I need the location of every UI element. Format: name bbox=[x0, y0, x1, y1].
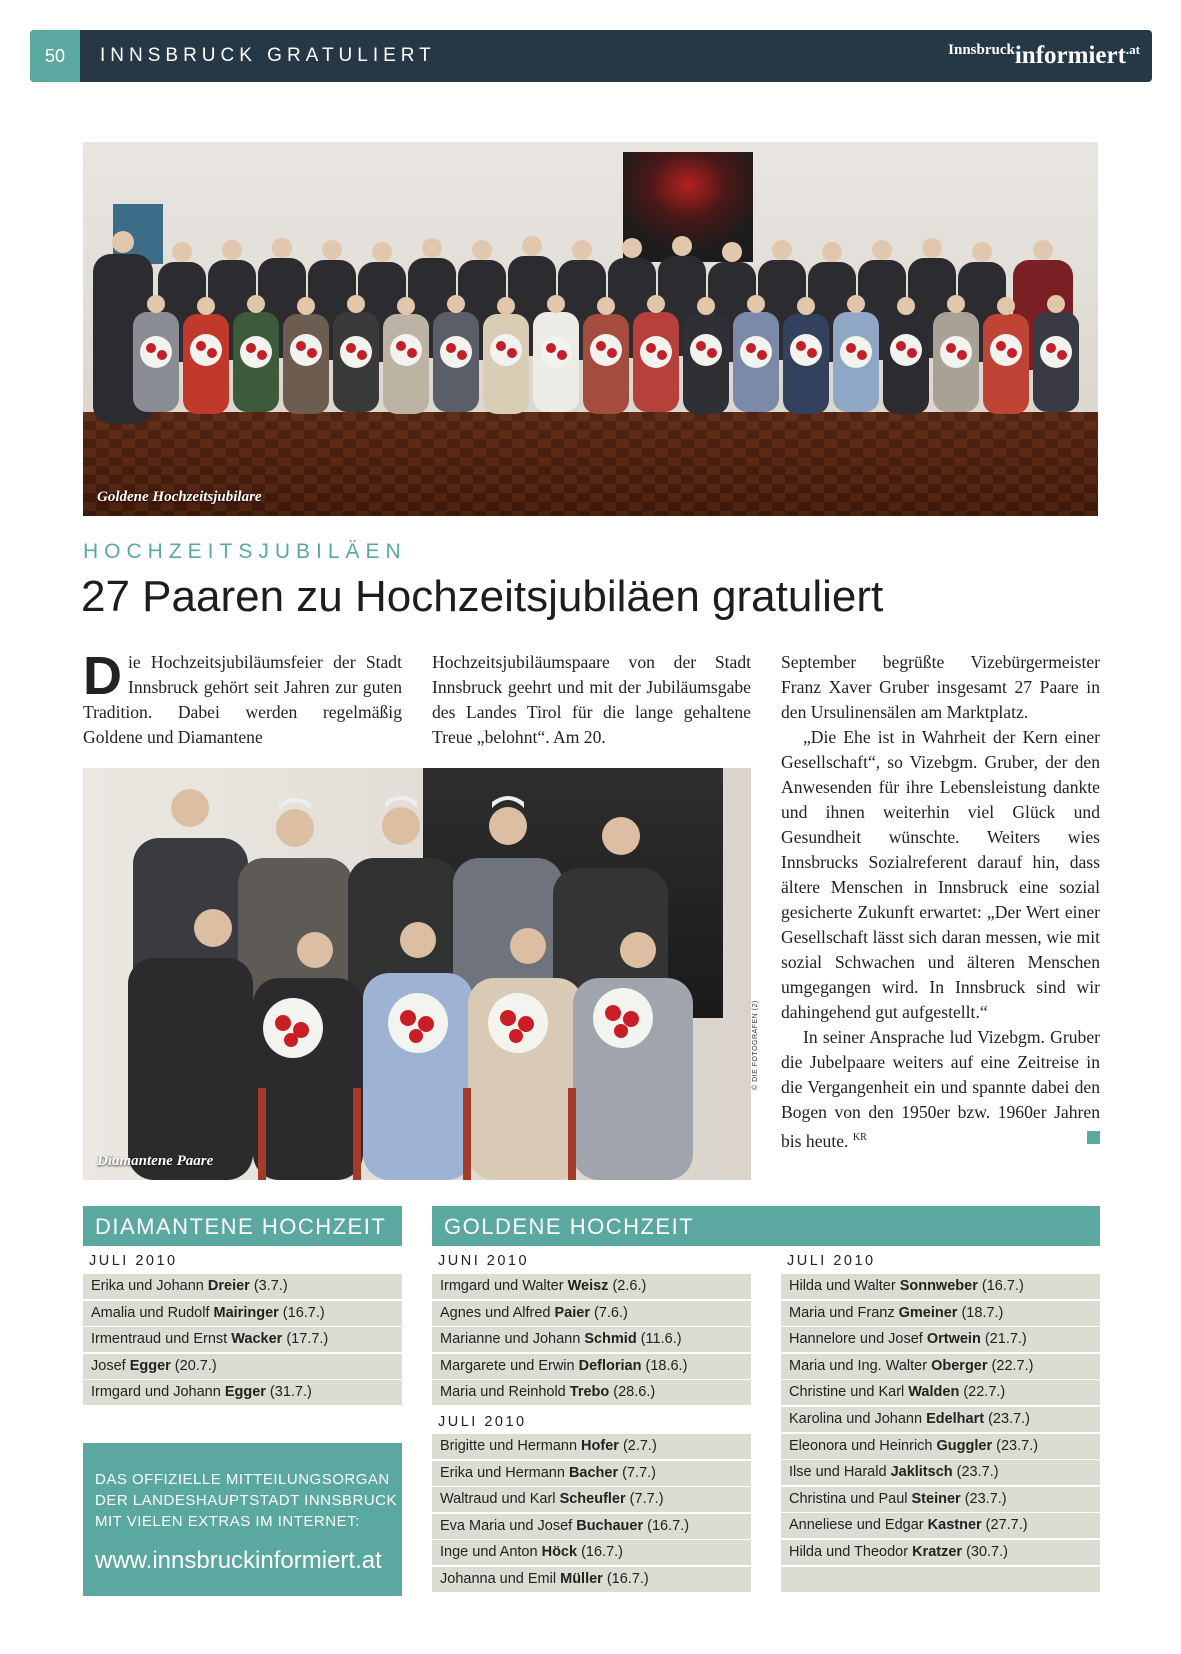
couple-first-names: Ilse und Harald bbox=[789, 1464, 891, 1481]
couple-surname: Egger bbox=[224, 1384, 266, 1401]
couple-surname: Jaklitsch bbox=[890, 1464, 953, 1481]
article-column-2 bbox=[432, 650, 751, 750]
photo-caption-golden: Goldene Hochzeitsjubilare bbox=[97, 489, 262, 505]
promo-text-line-2: DER LANDESHAUPTSTADT INNSBRUCK bbox=[95, 1492, 397, 1509]
anniversary-date: (28.6.) bbox=[609, 1384, 656, 1401]
diamond-wedding-list bbox=[83, 1274, 402, 1407]
list-item bbox=[432, 1434, 751, 1459]
couple-surname: Mairinger bbox=[213, 1304, 279, 1321]
couple-first-names: Hilda und Walter bbox=[789, 1278, 900, 1294]
section-title: INNSBRUCK GRATULIERT bbox=[100, 45, 436, 66]
promo-url-link[interactable]: www.innsbruckinformiert.at bbox=[95, 1547, 382, 1574]
list-item bbox=[432, 1274, 751, 1299]
couple-first-names: Christine und Karl bbox=[789, 1384, 909, 1401]
couple-first-names: Maria und Reinhold bbox=[440, 1384, 570, 1401]
anniversary-date: (21.7.) bbox=[980, 1331, 1027, 1348]
couple-surname: Gmeiner bbox=[898, 1304, 958, 1321]
list-item bbox=[781, 1327, 1100, 1352]
list-item bbox=[83, 1380, 402, 1405]
anniversary-date: (22.7.) bbox=[987, 1357, 1034, 1374]
anniversary-date: (27.7.) bbox=[981, 1517, 1028, 1534]
end-mark bbox=[1087, 1131, 1100, 1144]
anniversary-date: (16.7.) bbox=[977, 1278, 1024, 1294]
couple-surname: Hofer bbox=[581, 1438, 619, 1454]
couple-surname: Höck bbox=[541, 1544, 578, 1561]
couple-surname: Schmid bbox=[584, 1331, 637, 1348]
anniversary-date: (2.7.) bbox=[618, 1438, 657, 1454]
list-item bbox=[781, 1460, 1100, 1485]
couple-surname: Wacker bbox=[231, 1331, 283, 1348]
couple-first-names: Margarete und Erwin bbox=[440, 1357, 579, 1374]
anniversary-date: (20.7.) bbox=[170, 1357, 217, 1374]
golden-wedding-list-june bbox=[432, 1274, 751, 1407]
anniversary-date: (17.7.) bbox=[282, 1331, 329, 1348]
list-item bbox=[781, 1434, 1100, 1459]
drop-cap: D bbox=[83, 646, 122, 706]
anniversary-date: (23.7.) bbox=[952, 1464, 999, 1481]
list-item bbox=[432, 1487, 751, 1512]
couple-first-names: Maria und Franz bbox=[789, 1304, 899, 1321]
list-item bbox=[83, 1354, 402, 1379]
article-column-3 bbox=[781, 650, 1100, 1154]
couple-surname: Weisz bbox=[567, 1278, 609, 1294]
group-photo-diamond-image bbox=[83, 768, 751, 1180]
couple-surname: Kastner bbox=[927, 1517, 982, 1534]
couple-first-names: Brigitte und Hermann bbox=[440, 1438, 582, 1454]
anniversary-date: (7.7.) bbox=[625, 1491, 664, 1508]
column-2-text: Hochzeitsjubiläumspaare von der Stadt Innsbruck geehrt und mit der Jubiläumsgabe des Landes Tirol für die lange gehaltene Treue „belohnt“. Am 20. bbox=[432, 652, 751, 747]
golden-wedding-list-july-a bbox=[432, 1434, 751, 1594]
golden-wedding-list-july-b bbox=[781, 1274, 1100, 1593]
list-item bbox=[432, 1380, 751, 1405]
couple-first-names: Anneliese und Edgar bbox=[789, 1517, 928, 1534]
couple-first-names: Hannelore und Josef bbox=[789, 1331, 927, 1348]
couple-first-names: Irmentraud und Ernst bbox=[91, 1331, 232, 1348]
column-3-paragraph-2: „Die Ehe ist in Wahrheit der Kern einer Gesellschaft“, so Vizebgm. Gruber, der den Anwesenden für ihre Lebensleistung dankte und ihnen weiterhin viel Glück und Gesundheit wünschte. Weiters wies Innsbrucks Sozialreferent darauf hin, dass ältere Menschen in Innsbruck eine sozial gesicherte Zukunft erwartet: „Der Wert einer Gesellschaft lässt sich daran messen, wie mit sozial Schwachen und älteren Menschen umgegangen wird. In Innsbruck sind wir dahingehend gut aufgestellt.“ bbox=[781, 727, 1100, 1022]
couple-first-names: Irmgard und Johann bbox=[91, 1384, 225, 1401]
couple-surname: Buchauer bbox=[576, 1517, 644, 1534]
anniversary-date: (18.7.) bbox=[957, 1304, 1004, 1321]
couple-first-names: Christina und Paul bbox=[789, 1490, 912, 1507]
couple-surname: Trebo bbox=[569, 1384, 610, 1401]
list-item bbox=[432, 1540, 751, 1565]
group-photo-diamond bbox=[83, 768, 751, 1180]
couple-surname: Kratzer bbox=[912, 1543, 963, 1560]
diamond-wedding-header: DIAMANTENE HOCHZEIT bbox=[83, 1206, 402, 1246]
article-kicker: HOCHZEITSJUBILÄEN bbox=[83, 540, 407, 563]
anniversary-date: (31.7.) bbox=[265, 1384, 312, 1401]
list-item bbox=[781, 1487, 1100, 1512]
couple-surname: Dreier bbox=[207, 1278, 250, 1294]
couple-surname: Müller bbox=[560, 1570, 603, 1587]
couple-surname: Guggler bbox=[936, 1437, 993, 1454]
list-item bbox=[781, 1301, 1100, 1326]
couple-first-names: Inge und Anton bbox=[440, 1544, 542, 1561]
couple-first-names: Marianne und Johann bbox=[440, 1331, 585, 1348]
couple-surname: Bacher bbox=[568, 1464, 619, 1481]
brand-suffix: .at bbox=[1125, 42, 1140, 57]
brand-logo[interactable] bbox=[948, 42, 1140, 70]
list-item bbox=[432, 1354, 751, 1379]
list-item bbox=[781, 1354, 1100, 1379]
group-photo-golden-image bbox=[83, 142, 1098, 516]
anniversary-date: (11.6.) bbox=[636, 1331, 682, 1348]
promo-text-line-3: MIT VIELEN EXTRAS IM INTERNET: bbox=[95, 1513, 360, 1530]
anniversary-date: (23.7.) bbox=[984, 1410, 1031, 1427]
group-photo-golden bbox=[83, 142, 1098, 516]
couple-surname: Egger bbox=[129, 1357, 171, 1374]
anniversary-date: (16.7.) bbox=[577, 1544, 623, 1561]
list-item bbox=[781, 1380, 1100, 1405]
couple-first-names: Hilda und Theodor bbox=[789, 1543, 913, 1560]
column-3-paragraph-1: September begrüßte Vizebürgermeister Franz Xaver Gruber insgesamt 27 Paare in den Ursulinensälen am Marktplatz. bbox=[781, 652, 1100, 722]
photo-credit: © DIE FOTOGRAFEN (2) bbox=[752, 1000, 759, 1090]
couple-surname: Edelhart bbox=[926, 1410, 985, 1427]
anniversary-date: (23.7.) bbox=[992, 1437, 1039, 1454]
list-item bbox=[432, 1461, 751, 1486]
anniversary-date: (16.7.) bbox=[278, 1304, 325, 1321]
anniversary-date: (22.7.) bbox=[959, 1384, 1006, 1401]
couple-first-names: Eleonora und Heinrich bbox=[789, 1437, 937, 1454]
list-item bbox=[83, 1327, 402, 1352]
empty-list-row bbox=[781, 1567, 1100, 1592]
couple-surname: Walden bbox=[908, 1384, 960, 1401]
anniversary-date: (7.6.) bbox=[589, 1304, 628, 1321]
couple-first-names: Erika und Hermann bbox=[440, 1464, 569, 1481]
anniversary-date: (16.7.) bbox=[602, 1570, 649, 1587]
couple-first-names: Karolina und Johann bbox=[789, 1410, 927, 1427]
golden-month-label-june: JUNI 2010 bbox=[438, 1253, 530, 1269]
author-signature: KR bbox=[852, 1132, 867, 1143]
list-item bbox=[83, 1301, 402, 1326]
couple-first-names: Irmgard und Walter bbox=[440, 1278, 568, 1294]
anniversary-date: (7.7.) bbox=[618, 1464, 656, 1481]
couple-first-names: Maria und Ing. Walter bbox=[789, 1357, 932, 1374]
couple-first-names: Johanna und Emil bbox=[440, 1570, 561, 1587]
brand-prefix: Innsbruck bbox=[948, 42, 1015, 58]
list-item bbox=[432, 1567, 751, 1592]
list-item bbox=[781, 1274, 1100, 1299]
couple-first-names: Waltraud und Karl bbox=[440, 1491, 560, 1508]
list-item bbox=[781, 1513, 1100, 1538]
couple-first-names: Josef bbox=[91, 1357, 130, 1374]
anniversary-date: (2.6.) bbox=[608, 1278, 647, 1294]
golden-wedding-header: GOLDENE HOCHZEIT bbox=[432, 1206, 1100, 1246]
couple-surname: Sonnweber bbox=[899, 1278, 978, 1294]
list-item bbox=[432, 1301, 751, 1326]
anniversary-date: (23.7.) bbox=[960, 1490, 1007, 1507]
list-item bbox=[781, 1540, 1100, 1565]
couple-first-names: Agnes und Alfred bbox=[440, 1304, 555, 1321]
couple-surname: Steiner bbox=[911, 1490, 961, 1507]
couple-surname: Ortwein bbox=[926, 1331, 981, 1348]
column-3-paragraph-3-text: In seiner Ansprache lud Vizebgm. Gruber die Jubelpaare weiters auf eine Zeitreise in die Vergangenheit ein und spannte dabei den Bogen von den 1950er bzw. 1960er Jahren bis heute. bbox=[781, 1027, 1100, 1151]
couple-surname: Oberger bbox=[931, 1357, 988, 1374]
promo-text bbox=[95, 1469, 397, 1532]
article-headline: 27 Paaren zu Hochzeitsjubiläen gratuliert bbox=[81, 572, 884, 621]
page-number: 50 bbox=[30, 30, 80, 82]
article-column-1 bbox=[83, 646, 402, 750]
couple-first-names: Erika und Johann bbox=[91, 1278, 208, 1294]
list-item bbox=[432, 1514, 751, 1539]
anniversary-date: (3.7.) bbox=[249, 1278, 288, 1294]
couple-surname: Deflorian bbox=[578, 1357, 642, 1374]
couple-first-names: Amalia und Rudolf bbox=[91, 1304, 214, 1321]
page-header bbox=[30, 30, 1152, 82]
anniversary-date: (16.7.) bbox=[643, 1517, 690, 1534]
promo-box bbox=[83, 1443, 402, 1596]
column-3-paragraph-3 bbox=[781, 1025, 1100, 1154]
list-item bbox=[83, 1274, 402, 1299]
golden-month-label-july-b: JULI 2010 bbox=[787, 1253, 876, 1269]
golden-month-label-july: JULI 2010 bbox=[438, 1414, 527, 1430]
couple-surname: Paier bbox=[554, 1304, 590, 1321]
diamond-month-label: JULI 2010 bbox=[89, 1253, 178, 1269]
list-item bbox=[432, 1327, 751, 1352]
promo-text-line-1: DAS OFFIZIELLE MITTEILUNGSORGAN bbox=[95, 1471, 390, 1488]
couple-first-names: Eva Maria und Josef bbox=[440, 1517, 577, 1534]
column-1-text: ie Hochzeitsjubiläumsfeier der Stadt Innsbruck gehört seit Jahren zur guten Tradition. Dabei werden regelmäßig Goldene und Diamantene bbox=[83, 652, 402, 747]
anniversary-date: (18.6.) bbox=[641, 1357, 688, 1374]
brand-main: informiert bbox=[1014, 42, 1126, 69]
couple-surname: Scheufler bbox=[559, 1491, 626, 1508]
list-item bbox=[781, 1407, 1100, 1432]
anniversary-date: (30.7.) bbox=[962, 1543, 1008, 1560]
photo-caption-diamond: Diamantene Paare bbox=[97, 1153, 214, 1169]
